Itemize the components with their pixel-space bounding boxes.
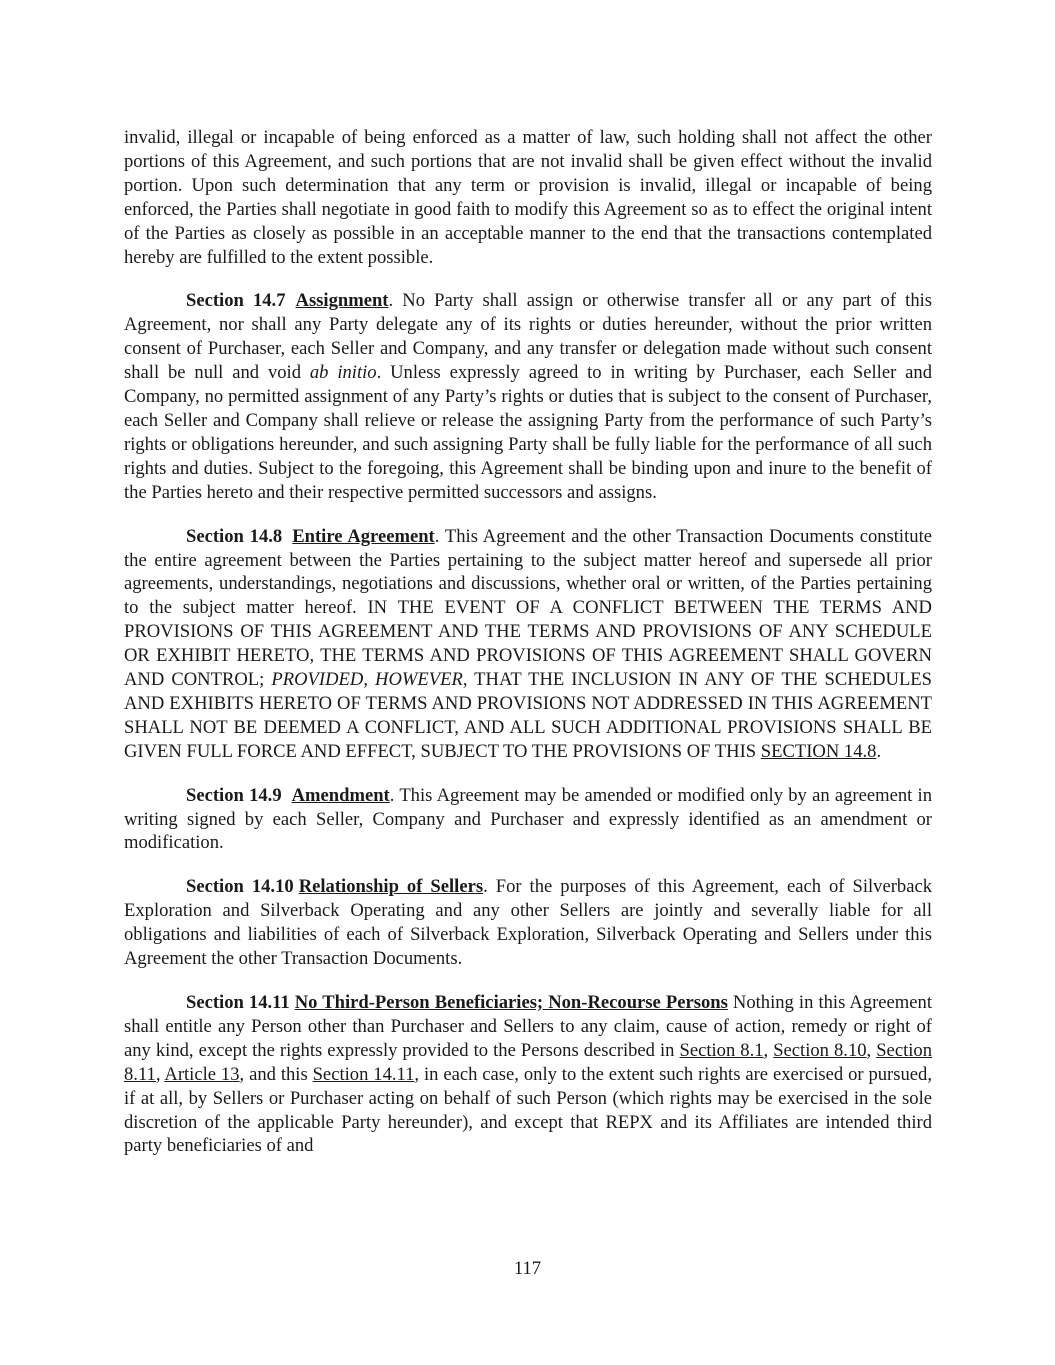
separator-text: , [763,1039,774,1061]
section-text: . [876,740,882,762]
cross-reference: Article 13 [164,1063,240,1085]
section-14-11 [124,991,932,1158]
section-number: Section 14.11 [186,992,290,1013]
section-14-8 [124,525,932,764]
separator-text: , [363,669,376,691]
section-number: Section 14.10 [186,876,294,898]
separator-text: , and this [239,1063,313,1085]
section-14-7 [124,289,932,504]
section-text: Nothing in this Agreement shall entitle any Person other than Purchaser and Sellers to any claim, cause of action, remedy or right of any kind, except the rights expressly provided to the Persons described in [124,992,932,1061]
section-number: Section 14.7 [186,290,286,312]
section-text: . For the purposes of this Agreement, each of Silverback Exploration and Silverback Operating and any other Sellers are jointly and severally liable for all obligations and liabilities of each of Silverback Exploration, Silverback Operating and Sellers under this Agreement the other Transaction Documents. [124,876,932,970]
italic-text: PROVIDED [271,669,364,691]
cross-reference: Section 8.11 [124,1039,932,1085]
paragraph-intro: invalid, illegal or incapable of being enforced as a matter of law, such holding shall not affect the other portions of this Agreement, and such portions that are not invalid shall be given effect without the invalid portion. Upon such determination that any term or provision is invalid, illegal or incapable of being enforced, the Parties shall negotiate in good faith to modify this Agreement so as to effect the original intent of the Parties as closely as possible in an acceptable manner to the end that the transactions contemplated hereby are fulfilled to the extent possible. [124,127,932,268]
section-title: Assignment [295,290,389,312]
section-14-9 [124,784,932,856]
italic-text: ab initio [309,362,377,384]
section-text: . No Party shall assign or otherwise transfer all or any part of this Agreement, nor shall any Party delegate any of its rights or duties hereunder, without the prior written consent of Purchaser, each Seller and Company, and any transfer or delegation made without such consent shall be null and void [124,290,933,384]
cross-reference: SECTION 14.8 [760,740,877,762]
section-title: Entire Agreement [292,525,435,547]
section-number: Section 14.9 [186,784,282,806]
section-number: Section 14.8 [186,525,283,547]
section-14-10 [124,875,932,971]
cross-reference: Section 14.11 [312,1063,415,1085]
cross-reference: Section 8.10 [773,1039,867,1061]
section-text: . Unless expressly agreed to in writing by Purchaser, each Seller and Company, no permitted assignment of any Party’s rights or duties that is subject to the consent of Purchaser, each Seller and Company shall relieve or release the assigning Party from the performance of such Party’s rights or obligations hereunder, and such assigning Party shall be fully liable for the performance of all such rights and duties. Subject to the foregoing, this Agreement shall be binding upon and inure to the benefit of the Parties hereto and their respective permitted successors and assigns. [124,362,932,503]
italic-text: HOWEVER [375,669,463,691]
cross-reference: Section 8.1 [679,1039,764,1061]
page-number: 117 [513,1258,542,1279]
section-text: , THAT THE INCLUSION IN ANY OF THE SCHEDULES AND EXHIBITS HERETO OF TERMS AND PROVISIONS NOT ADDRESSED IN THIS AGREEMENT SHALL NOT BE DEEMED A CONFLICT, AND ALL SUCH ADDITIONAL PROVISIONS SHALL BE GIVEN FULL FORCE AND EFFECT, SUBJECT TO THE PROVISIONS OF THIS [124,669,932,762]
separator-text: , [866,1039,877,1061]
section-title: Relationship of Sellers [298,876,484,898]
section-text: . This Agreement may be amended or modified only by an agreement in writing signed by each Seller, Company and Purchaser and expressly identified as an amendment or modification. [124,784,932,854]
section-title: No Third-Person Beneficiaries; Non-Recourse Persons [294,992,728,1013]
separator-text: , [155,1063,165,1085]
section-text: . This Agreement and the other Transaction Documents constitute the entire agreement between the Parties pertaining to the subject matter hereof and supersede all prior agreements, understandings, negotiations and discussions, whether oral or written, of the Parties pertaining to the subject matter hereof. IN THE EVENT OF A CONFLICT BETWEEN THE TERMS AND PROVISIONS OF THIS AGREEMENT AND THE TERMS AND PROVISIONS OF ANY SCHEDULE OR EXHIBIT HERETO, THE TERMS AND PROVISIONS OF THIS AGREEMENT SHALL GOVERN AND CONTROL; [124,525,932,691]
section-text: , in each case, only to the extent such rights are exercised or pursued, if at all, by Sellers or Purchaser acting on behalf of such Person (which rights may be exercised in the sole discretion of the applicable Party hereunder), and except that REPX and its Affiliates are intended third party beneficiaries of and [124,1063,932,1157]
document-page [124,126,932,1178]
section-title: Amendment [291,784,390,806]
